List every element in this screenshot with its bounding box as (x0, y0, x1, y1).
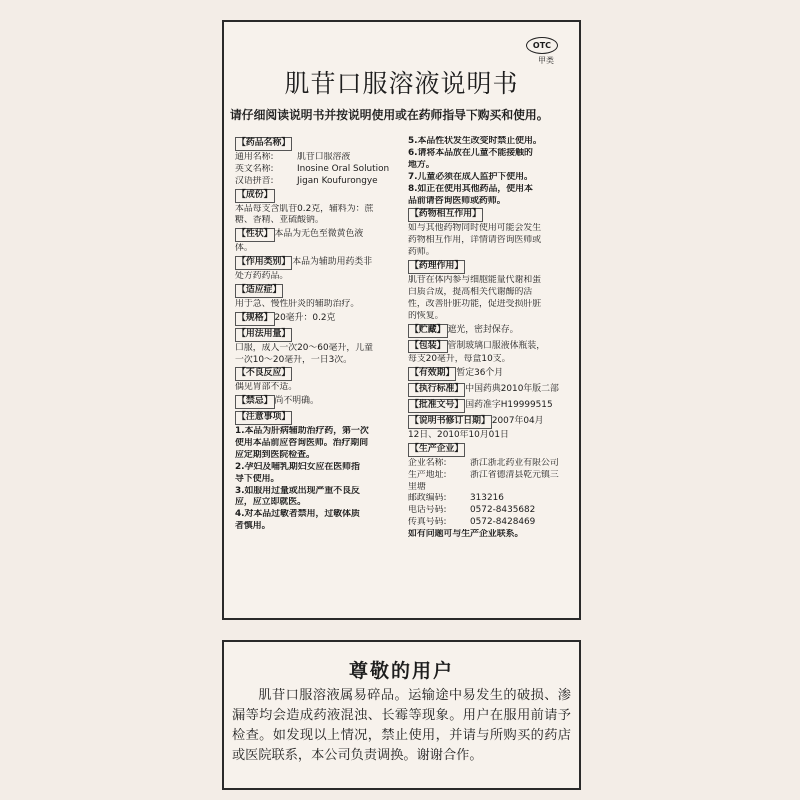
caution-text: 应，应立即就医。 (235, 497, 306, 508)
field-label: 通用名称: (235, 151, 274, 162)
body-text: 药物相互作用，详情请咨询医师或 (408, 235, 542, 246)
notice-title: 尊敬的用户 (348, 660, 454, 682)
caution-text: 5.本品性状发生改变时禁止使用。 (408, 136, 542, 146)
section-text: 遮光，密封保存。 (447, 324, 519, 335)
section-text: 2007年04月 (491, 416, 544, 427)
field-label: 企业名称: (408, 457, 447, 468)
body-text: 的恢复。 (408, 310, 444, 321)
section-heading-row (408, 259, 574, 275)
caution-text: 者慎用。 (235, 521, 271, 532)
section-heading-row (235, 410, 403, 426)
field-label: 汉语拼音: (235, 175, 274, 186)
caution-text: 6.请将本品放在儿童不能接触的 (408, 147, 533, 158)
caution-text: 如有问题可与生产企业联系。 (408, 529, 524, 540)
section-text: 国药准字H19999515 (465, 400, 553, 411)
section-heading: 【注意事项】 (235, 411, 292, 425)
caution-text: 1.本品为肝病辅助治疗药，第一次 (235, 426, 369, 437)
field-label: 电话号码: (408, 505, 447, 516)
section-row (408, 339, 574, 355)
caution-text: 2.孕妇及哺乳期妇女应在医师指 (235, 461, 360, 472)
field-label: 邮政编码: (408, 493, 447, 504)
field-row (408, 470, 574, 482)
section-heading: 【药物相互作用】 (408, 208, 483, 222)
field-row (235, 164, 403, 176)
field-value: Jigan Koufurongye (297, 175, 378, 186)
section-heading: 【批准文号】 (408, 399, 465, 413)
section-heading-row (235, 283, 403, 299)
body-text: 白质合成，提高相关代谢酶的活 (408, 286, 533, 297)
section-text: 暂定36个月 (456, 368, 504, 379)
field-row (408, 458, 574, 470)
otc-badge: OTC (526, 37, 558, 54)
field-row (408, 493, 574, 505)
body-text: 每支20毫升，每盒10支。 (408, 354, 511, 365)
section-row (235, 394, 403, 410)
field-row (408, 517, 574, 529)
body-text: 12日、2010年10月01日 (408, 429, 509, 440)
otc-class-label: 甲类 (538, 56, 554, 65)
section-heading-row (235, 366, 403, 382)
section-heading: 【禁忌】 (235, 395, 275, 409)
section-row (235, 227, 403, 243)
section-heading: 【药理作用】 (408, 260, 465, 274)
section-heading-row (235, 327, 403, 343)
section-heading: 【不良反应】 (235, 367, 292, 381)
section-row (408, 323, 574, 339)
section-heading: 【执行标准】 (408, 383, 465, 397)
section-heading: 【作用类别】 (235, 256, 292, 270)
field-label: 英文名称: (235, 163, 274, 174)
field-value: Inosine Oral Solution (297, 163, 390, 174)
section-row (235, 311, 403, 327)
section-row (408, 382, 574, 398)
body-text: 口服，成人一次20～60毫升，儿童 (235, 342, 373, 353)
section-heading: 【用法用量】 (235, 328, 292, 342)
notice-body: 肌苷口服溶液属易碎品。运输途中易发生的破损、渗漏等均会造成药液混浊、长霉等现象。用户在服用前请予检查。如发现以上情况，禁止使用，并请与所购买的药店或医院联系，本公司负责调换。谢谢合作。 (232, 688, 571, 763)
section-heading: 【说明书修订日期】 (408, 415, 492, 429)
section-heading-row (235, 136, 403, 152)
section-heading: 【生产企业】 (408, 443, 465, 457)
field-row (235, 176, 403, 188)
field-value: 浙江省德清县乾元镇三 (470, 469, 559, 480)
body-text: 性，改善肝脏功能，促进受损肝脏 (408, 298, 542, 309)
section-heading-row (235, 188, 403, 204)
section-heading: 【包装】 (408, 340, 448, 354)
section-heading-row (408, 207, 574, 223)
body-text: 如与其他药物同时使用可能会发生 (408, 223, 542, 234)
body-text: 里塘 (408, 481, 426, 492)
section-heading: 【适应症】 (235, 284, 283, 298)
body-text: 一次10～20毫升，一日3次。 (235, 354, 352, 365)
user-notice-box (222, 640, 581, 790)
section-text: 尚不明确。 (274, 396, 319, 407)
field-label: 生产地址: (408, 469, 447, 480)
body-text: 处方药药品。 (235, 271, 289, 282)
body-text: 糖、香精、亚硫酸钠。 (235, 215, 324, 226)
section-text: 管制玻璃口服液体瓶装， (447, 340, 546, 351)
section-row (408, 366, 574, 382)
body-text: 药师。 (408, 247, 435, 258)
caution-text: 4.对本品过敏者禁用，过敏体质 (235, 509, 360, 520)
section-heading: 【贮藏】 (408, 324, 448, 338)
field-value: 0572-8428469 (470, 517, 536, 528)
section-heading: 【有效期】 (408, 367, 456, 381)
body-text: 偶见胃部不适。 (235, 382, 298, 393)
section-text: 中国药典2010年版二部 (465, 384, 559, 395)
field-value: 313216 (470, 493, 504, 504)
body-text: 肌苷在体内参与细胞能量代谢和蛋 (408, 274, 542, 285)
field-label: 传真号码: (408, 517, 447, 528)
section-row (235, 255, 403, 271)
field-value: 0572-8435682 (470, 505, 536, 516)
field-row (235, 152, 403, 164)
caution-text: 导下使用。 (235, 473, 280, 484)
usage-warning: 请仔细阅读说明书并按说明使用或在药师指导下购买和使用。 (230, 108, 549, 122)
section-heading: 【规格】 (235, 312, 275, 326)
section-row (408, 398, 574, 414)
section-heading: 【成份】 (235, 189, 275, 203)
section-heading-row (408, 442, 574, 458)
right-column (408, 136, 574, 541)
caution-text: 3.如服用过量或出现严重不良反 (235, 485, 360, 496)
body-text: 体。 (235, 243, 253, 254)
caution-text: 地方。 (408, 159, 435, 170)
left-column (235, 136, 403, 533)
caution-text: 品前请咨询医师或药师。 (408, 195, 506, 206)
section-heading: 【性状】 (235, 228, 275, 242)
caution-text: 应定期到医院检查。 (235, 449, 315, 460)
section-text: 本品为辅助用药类非 (292, 257, 373, 268)
section-heading: 【药品名称】 (235, 137, 292, 151)
field-value: 肌苷口服溶液 (297, 151, 351, 162)
caution-text: 7.儿童必须在成人监护下使用。 (408, 171, 533, 182)
leaflet-title: 肌苷口服溶液说明书 (284, 69, 519, 98)
section-text: 20毫升：0.2克 (274, 312, 336, 323)
body-text: 用于急、慢性肝炎的辅助治疗。 (235, 298, 360, 309)
field-value: 浙江浙北药业有限公司 (470, 457, 559, 468)
section-text: 本品为无色至微黄色液 (274, 229, 364, 240)
instruction-leaflet (222, 20, 581, 620)
caution-text: 8.如正在使用其他药品，使用本 (408, 183, 533, 194)
body-text: 本品每支含肌苷0.2克，辅料为：蔗 (235, 203, 374, 214)
section-row (408, 414, 574, 430)
field-row (408, 505, 574, 517)
caution-text: 使用本品前应咨询医师。治疗期间 (235, 437, 369, 448)
